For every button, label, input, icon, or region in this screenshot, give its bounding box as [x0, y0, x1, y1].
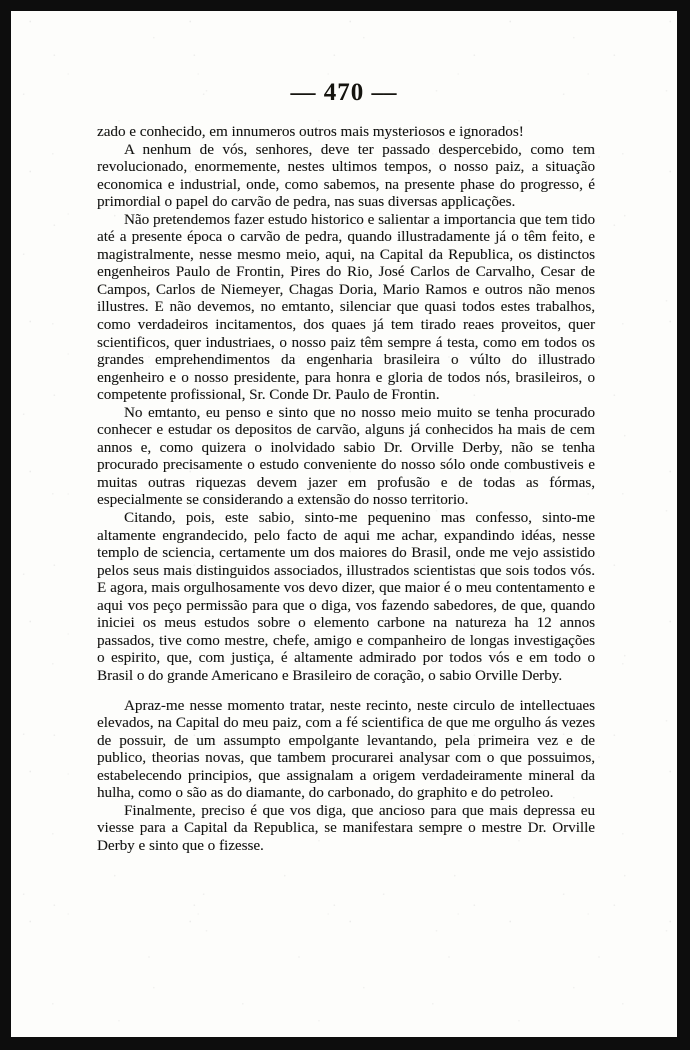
paragraph-nao-pretendemos: Não pretendemos fazer estudo historico e salientar a importancia que tem tido até a presente época o carvão de pedra, quando illustradamente já o têm feito, e magistralmente, nesse mesmo meio, aqui, na Capital da Republica, os distinctos engenheiros Paulo de Frontin, Pires do Rio, José Carlos de Carvalho, Cesar de Campos, Carlos de Niemeyer, Chagas Doria, Mario Ramos e outros não menos illustres. E não devemos, no emtanto, silenciar que quasi todos estes trabalhos, como verdadeiros incitamentos, dos quaes já tem tirado reaes proveitos, quer scientificos, quer industriaes, o nosso paiz têm sempre á testa, como em todos os grandes emprehendimentos da engenharia brasileira o vúlto do illustrado engenheiro e o nosso presidente, para honra e gloria de todos nós, brasileiros, o competente profissional, Sr. Conde Dr. Paulo de Frontin.: [97, 211, 595, 404]
paragraph-no-emtanto: No emtanto, eu penso e sinto que no nosso meio muito se tenha procurado conhecer e estudar os depositos de carvão, alguns já conhecidos ha mais de cem annos e, como quizera o inolvidado sabio Dr. Orville Derby, não se tenha procurado precisamente o estudo conveniente do nosso sólo onde combustiveis e muitas outras riquezas devem jazer em profusão e de todas as fórmas, especialmente se considerando a extensão do nosso territorio.: [97, 404, 595, 509]
paragraph-continued: zado e conhecido, em innumeros outros mais mysteriosos e ignorados!: [97, 124, 524, 140]
document-page: [11, 11, 677, 1037]
body-text: [97, 124, 595, 855]
paragraph-finalmente: Finalmente, preciso é que vos diga, que ancioso para que mais depressa eu viesse para a Capital da Republica, se manifestara sempre o mestre Dr. Orville Derby e sinto que o fizesse.: [97, 802, 595, 854]
paragraph-citando-pois: Citando, pois, este sabio, sinto-me pequenino mas confesso, sinto-me altamente engrandecido, pelo facto de aqui me achar, expandindo idéas, nesse templo de sciencia, certamente um dos maiores do Brasil, onde me vejo assistido pelos seus mais distinguidos associados, illustrados scientistas que sois todos vós. E agora, mais orgulhosamente vos devo dizer, que maior é o meu contentamento e aqui vos peço permissão para que o diga, vos fazendo sabedores, de que, quando iniciei os meus estudos sobre o elemento carbone na natureza ha 12 annos passados, tive como mestre, chefe, amigo e companheiro de longas investigações o espirito, que, com justiça, é altamente admirado por todos vós e em todo o Brasil o do grande Americano e Brasileiro de coração, o sabio Orville Derby.: [97, 510, 595, 684]
paragraph-nenhum-de-vos: A nenhum de vós, senhores, deve ter passado despercebido, como tem revolucionado, enormemente, nestes ultimos tempos, o nosso paiz, a situação economica e industrial, onde, como sabemos, na presente phase do progresso, é primordial o papel do carvão de pedra, nas suas diversas applicações.: [97, 141, 595, 211]
page-number: — 470 —: [290, 79, 398, 106]
paragraph-apraz-me: Apraz-me nesse momento tratar, neste recinto, neste circulo de intellectuaes elevados, na Capital do meu paiz, com a fé scientifica de que me orgulho ás vezes de possuir, de um assumpto empolgante levantando, pela primeira vez e de publico, theorias novas, que tambem procurarei analysar com o que possuimos, estabelecendo principios, que assignalam a origem verdadeiramente mineral da hulha, como o são as do diamante, do carbonado, do graphito e do petroleo.: [97, 697, 595, 802]
